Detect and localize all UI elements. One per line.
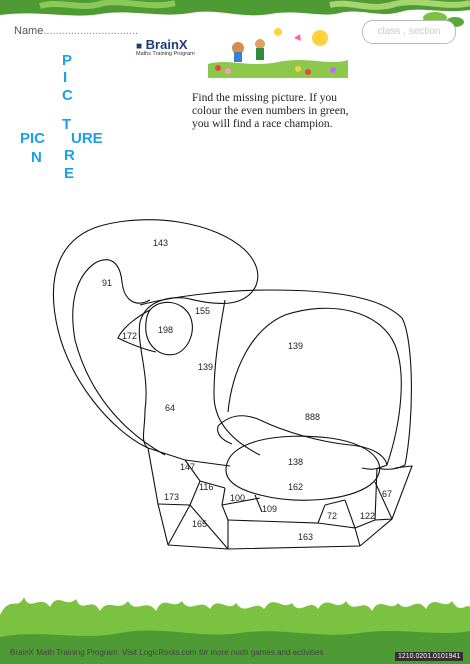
puzzle-number: 72 (327, 511, 338, 521)
puzzle-number: 163 (298, 532, 314, 542)
logo-brand: BrainX (145, 37, 188, 52)
puzzle-number: 64 (165, 403, 176, 413)
puzzle-number: 147 (180, 462, 196, 472)
puzzle-number: 888 (305, 412, 321, 422)
down-letter-t: T (62, 116, 72, 133)
footer-text: BrainX Math Training Program. Visit LogicRoots.com for more math games and activities (10, 648, 324, 657)
instructions-text: Find the missing picture. If you colour the even numbers in green, you will find a race champion. (192, 92, 349, 130)
puzzle-number: 165 (192, 519, 208, 529)
puzzle-number: 172 (122, 331, 138, 341)
puzzle-number: 143 (153, 238, 169, 248)
region-155 (140, 290, 411, 469)
puzzle-number: 198 (158, 325, 174, 335)
down-letter-p: P (62, 52, 73, 69)
puzzle-number: 91 (102, 278, 113, 288)
across-suffix: URE (71, 130, 103, 147)
letter-n: N (31, 149, 42, 166)
puzzle-number: 138 (288, 457, 304, 467)
region-143 (53, 220, 257, 448)
logo-icon: ■ (136, 41, 143, 52)
region-91 (73, 260, 165, 455)
down-letter-i: I (63, 69, 68, 86)
puzzle-number: 139 (198, 362, 214, 372)
class-section-field[interactable]: class , section (362, 20, 456, 44)
across-prefix: PIC (20, 130, 46, 147)
down-letter-c: C (62, 87, 73, 104)
puzzle-number: 67 (382, 489, 393, 499)
puzzle-number: 100 (230, 493, 246, 503)
down-letter-r: R (64, 147, 75, 164)
puzzle-number: 155 (195, 306, 211, 316)
logo-tagline: Maths Training Program (136, 51, 195, 57)
worksheet-code: 1210.0201.0101941 (395, 652, 463, 661)
puzzle-number: 173 (164, 492, 180, 502)
region-139b (228, 308, 401, 469)
name-dots: ............................... (43, 25, 139, 37)
name-label: Name (14, 25, 44, 37)
puzzle-number: 109 (262, 504, 278, 514)
puzzle-number: 116 (199, 482, 214, 492)
puzzle-number: 122 (360, 511, 376, 521)
down-letter-e: E (64, 165, 75, 182)
region-139a (214, 300, 260, 455)
puzzle-number: 162 (288, 482, 304, 492)
puzzle-number: 139 (288, 341, 304, 351)
